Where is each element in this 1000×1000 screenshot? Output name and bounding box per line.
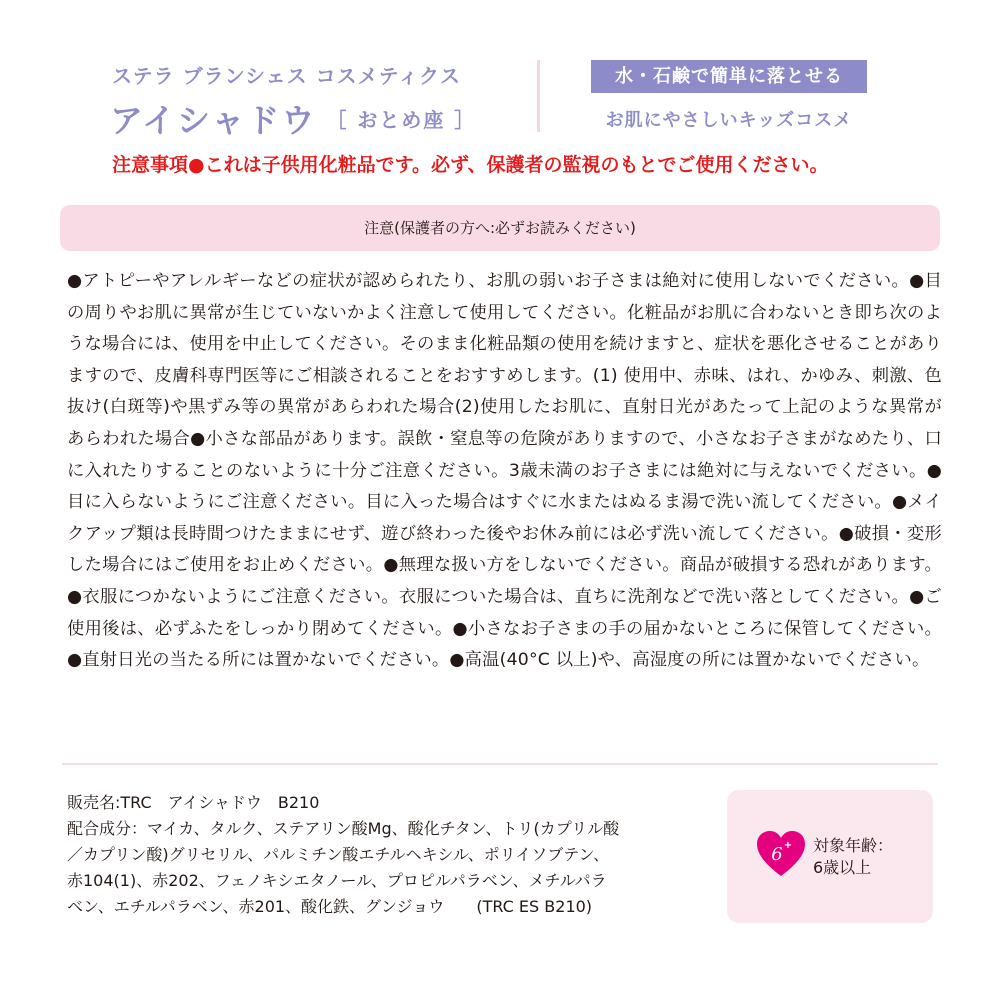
age-badge-number: 6 (771, 844, 783, 865)
age-box (727, 790, 933, 923)
notice-header (60, 205, 940, 251)
age-value: 6歳以上 (813, 858, 872, 877)
product-info (67, 790, 707, 920)
caution-body: ●アトピーやアレルギーなどの症状が認められたり、お肌の弱いお子さまは絶対に使用しないでください。●目の周りやお肌に異常が生じていないかよく注意して使用してください。化粧品がお肌に合わないとき即ち次のような場合には、使用を中止してください。そのまま化粧品類の使用を続けますと、症状を悪化させることがありますので、皮膚科専門医等にご相談されることをおすすめします。(1) 使用中、赤味、はれ、かゆみ、刺激、色抜け(白斑等)や黒ずみ等の異常があらわれた場合(2)使用したお肌に、直射日光があたって上記のような異常があらわれた場合●小さな部品があります。誤飲・窒息等の危険がありますので、小さなお子さまがなめたり、口に入れたりすることのないように十分ご注意ください。3歳未満のお子さまには絶対に与えないでください。●目に入らないようにご注意ください。目に入った場合はすぐに水またはぬるま湯で洗い流してください。●メイクアップ類は長時間つけたままにせず、遊び終わった後やお休み前には必ず洗い流してください。●破損・変形した場合にはご使用をお止めください。●無理な扱い方をしないでください。商品が破損する恐れがあります。●衣服につかないようにご注意ください。衣服についた場合は、直ちに洗剤などで洗い落としてください。●ご使用後は、必ずふたをしっかり閉めてください。●小さなお子さまの手の届かないところに保管してください。●直射日光の当たる所には置かないでください。●高温(40°C 以上)や、高湿度の所には置かないでください。 (67, 271, 942, 671)
washable-tag: 水・石鹸で簡単に落とせる (591, 60, 867, 93)
warning-text: 注意事項●これは子供用化粧品です。必ず、保護者の監視のもとでご使用ください。 (112, 154, 829, 176)
product-sign: ［ おとめ座 ］ (326, 108, 477, 132)
info-line: 配合成分：マイカ、タルク、ステアリン酸Mg、酸化チタン、トリ(カプリル酸 (67, 819, 620, 838)
info-line: ／カプリン酸)グリセリル、パルミチン酸エチルヘキシル、ポリイソブテン、 (67, 845, 610, 864)
info-line: 赤104(1)、赤202、フェノキシエタノール、プロピルパラベン、メチルパラ (67, 871, 607, 890)
header-divider (537, 60, 540, 132)
product-title (110, 95, 476, 142)
info-line: 販売名:TRC アイシャドウ B210 (67, 793, 320, 812)
section-divider (62, 763, 938, 765)
gentle-tag: お肌にやさしいキッズコスメ (605, 110, 853, 131)
product-name: アイシャドウ (110, 101, 317, 140)
brand-name: ステラ ブランシェス コスメティクス (112, 64, 461, 88)
notice-title: 注意(保護者の方へ:必ずお読みください) (364, 219, 636, 237)
age-text (813, 835, 893, 879)
age-label: 対象年齢： (813, 836, 894, 855)
age-badge-plus: + (783, 840, 793, 851)
heart-icon (755, 830, 807, 878)
info-line: ベン、エチルパラベン、赤201、酸化鉄、グンジョウ (TRC ES B210) (67, 897, 593, 916)
